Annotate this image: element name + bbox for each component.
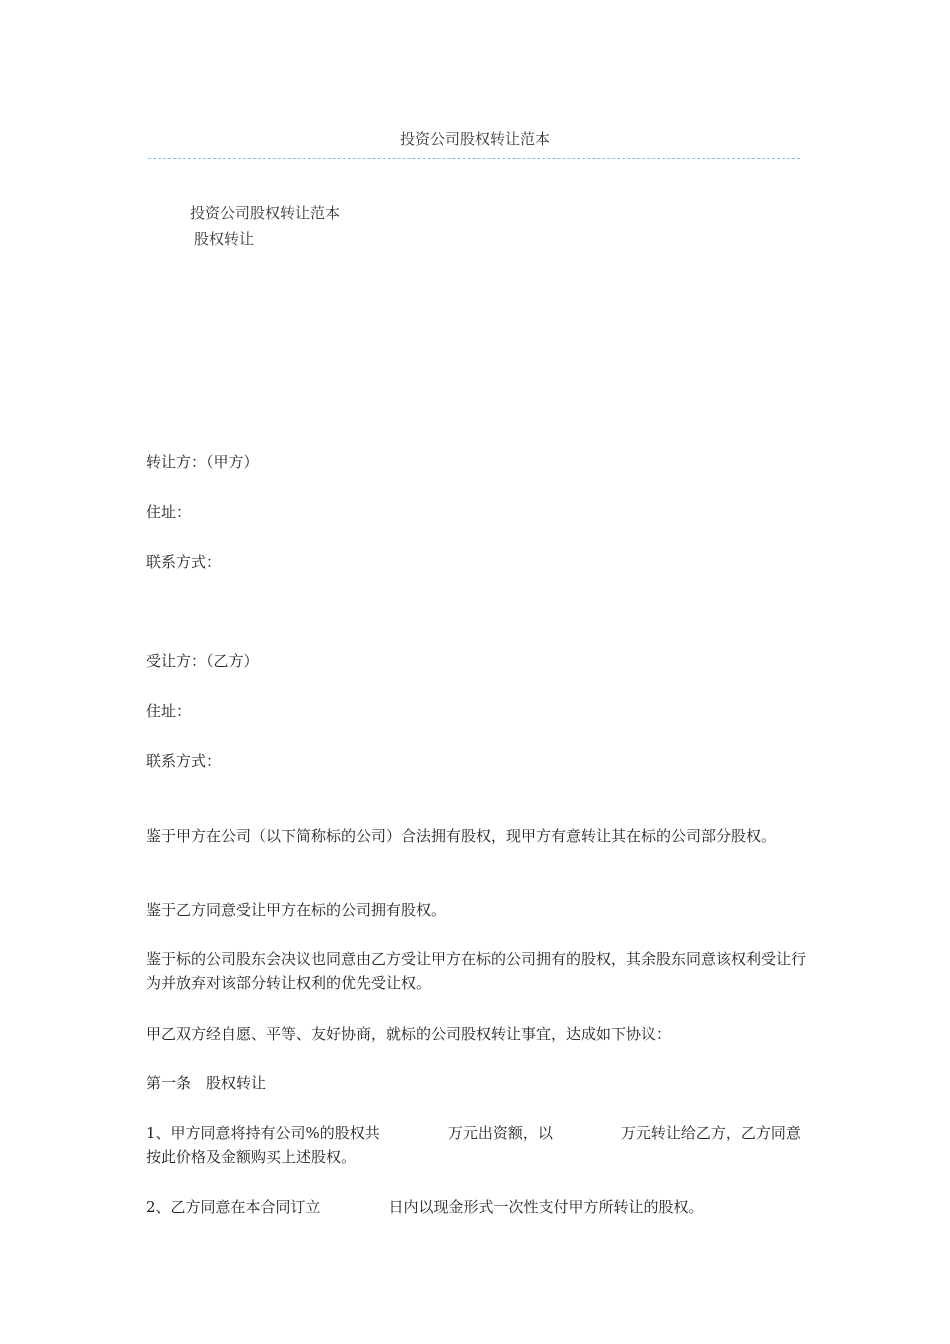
document-subtitle: 股权转让 — [194, 230, 255, 248]
article-heading: 第一条 股权转让 — [146, 1074, 267, 1092]
recital-paragraph: 鉴于乙方同意受让甲方在标的公司拥有股权。 — [146, 901, 447, 919]
transferor-address: 住址： — [146, 503, 192, 521]
clause-1 — [146, 1121, 806, 1169]
page-header-title: 投资公司股权转让范本 — [399, 130, 550, 148]
recital-paragraph: 甲乙双方经自愿、平等、友好协商，就标的公司股权转让事宜，达成如下协议： — [146, 1025, 672, 1043]
header-divider — [148, 158, 800, 159]
clause-2 — [146, 1195, 806, 1219]
recital-paragraph: 鉴于甲方在公司（以下简称标的公司）合法拥有股权，现甲方有意转让其在标的公司部分股权。 — [146, 827, 777, 845]
transferee-party: 受让方：（乙方） — [146, 652, 259, 670]
clause-text: 万元转让给乙方，乙方同意按此价格及金额购买上述股权。 — [146, 1124, 801, 1166]
transferee-contact: 联系方式： — [146, 752, 222, 770]
transferee-address: 住址： — [146, 702, 192, 720]
clause-text: 日内以现金形式一次性支付甲方所转让的股权。 — [388, 1198, 704, 1216]
clause-text: 1、甲方同意将持有公司%的股权共 — [146, 1124, 380, 1142]
clause-text: 万元出资额，以 — [447, 1124, 553, 1142]
recital-paragraph: 鉴于标的公司股东会决议也同意由乙方受让甲方在标的公司拥有的股权，其余股东同意该权利受让行为并放弃对该部分转让权利的优先受让权。 — [146, 950, 807, 992]
document-title: 投资公司股权转让范本 — [190, 204, 341, 222]
transferor-contact: 联系方式： — [146, 553, 222, 571]
clause-text: 2、乙方同意在本合同订立 — [146, 1198, 321, 1216]
transferor-party: 转让方：（甲方） — [146, 453, 259, 471]
